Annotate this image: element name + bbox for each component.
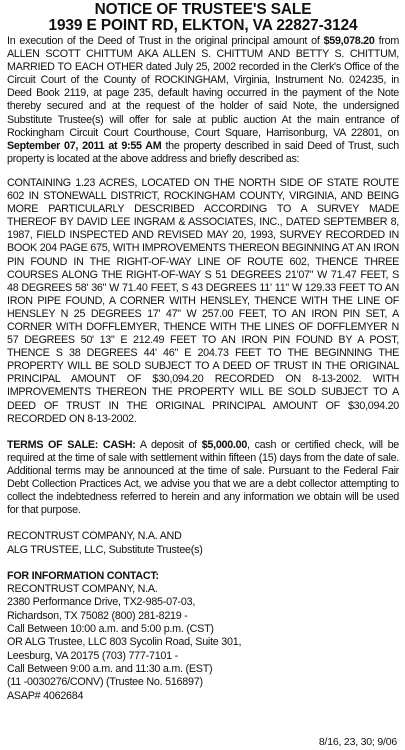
terms-paragraph [7, 439, 399, 518]
sale-date: September 07, 2011 at 9:55 AM [7, 139, 162, 152]
trustee-signature [7, 530, 399, 557]
notice-header [7, 2, 399, 34]
intro-text-1: In execution of the Deed of Trust in the original principal amount of [7, 35, 324, 47]
contact-line: RECONTRUST COMPANY, N.A. [7, 583, 158, 596]
signature-line-2: ALG TRUSTEE, LLC, Substitute Trustee(s) [7, 543, 203, 556]
contact-line: Call Between 10:00 a.m. and 5:00 p.m. (CST) [7, 623, 214, 636]
intro-paragraph [7, 35, 399, 166]
contact-line: (11 -0030276/CONV) (Trustee No. 516897) [7, 676, 203, 689]
terms-text-2: , cash or certified check, will be required at the time of sale with settlement within fifteen (15) days from the date of sale. Additional terms may be announced at the time of sale. Pursuant to the Federal Fair Debt Collection Practices Act, we advise you that we are a debt collector attempting to collect the indebtedness referred to herein and any information we obtain will be used for that purpose. [7, 438, 400, 517]
principal-amount: $59,078.20 [323, 35, 375, 47]
terms-label: TERMS OF SALE: CASH: [7, 438, 136, 451]
publication-dates: 8/16, 23, 30; 9/06 [318, 736, 397, 748]
intro-text-2: from ALLEN SCOTT CHITTUM AKA ALLEN S. CHITTUM AND BETTY S. CHITTUM, MARRIED TO EACH OTHER dated July 25, 2002 recorded in the Clerk's Office of the Circuit Court of the County of ROCKINGHAM, Virginia, Instrument No. 024235, in Deed Book 2119, at page 235, default having occurred in the payment of the Note thereby secured and at the request of the holder of said Note, the undersigned Substitute Trustee(s) will offer for sale at public auction At the main entrance of Rockingham Circuit Court Courthouse, Court Square, Harrisonburg, VA 22801, on [7, 35, 399, 139]
notice-title: NOTICE OF TRUSTEE'S SALE [94, 1, 312, 18]
contact-line: 2380 Performance Drive, TX2-985-07-03, [7, 596, 196, 609]
contact-block [7, 570, 399, 703]
contact-line: Call Between 9:00 a.m. and 11:30 a.m. (EST) [7, 662, 213, 675]
property-address: 1939 E POINT RD, ELKTON, VA 22827-3124 [48, 17, 358, 34]
intro-text-3: the property described in said Deed of Trust, such property is located at the above address and briefly described as: [7, 139, 399, 165]
contact-label: FOR INFORMATION CONTACT: [7, 569, 159, 582]
terms-text-1: A deposit of [135, 438, 202, 451]
contact-line: Richardson, TX 75082 (800) 281-8219 - [7, 609, 188, 622]
legal-notice [0, 2, 405, 750]
contact-line: OR ALG Trustee, LLC 803 Sycolin Road, Suite 301, [7, 636, 242, 649]
signature-line-1: RECONTRUST COMPANY, N.A. AND [7, 530, 182, 543]
contact-line: Leesburg, VA 20175 (703) 777-7101 - [7, 649, 178, 662]
property-description: CONTAINING 1.23 ACRES, LOCATED ON THE NORTH SIDE OF STATE ROUTE 602 IN STONEWALL DISTRICT, ROCKINGHAM COUNTY, VIRGINIA, AND BEING MORE PARTICULARLY DESCRIBED ACCORDING TO A SURVEY MADE THEREOF BY DAVID LEE INGRAM & ASSOCIATES, INC., DATED SEPTEMBER 8, 1987, FIELD INSPECTED AND REVISED MAY 20, 1993, SURVEY RECORDED IN BOOK 204 PAGE 675, WITH IMPROVEMENTS THEREON BEGINNING AT AN IRON PIN FOUND IN THE RIGHT-OF-WAY LINE OF ROUTE 602, THENCE THREE COURSES ALONG THE RIGHT-OF-WAY S 51 DEGREES 21'07" W 71.47 FEET, S 48 DEGREES 58' 36" W 71.40 FEET, S 43 DEGREES 11' 11" W 129.33 FEET TO AN IRON PIPE FOUND, A CORNER WITH HENSLEY, THENCE WITH THE LINE OF HENSLEY N 25 DEGREES 17' 47" W 257.00 FEET, TO AN IRON PIN SET, A CORNER WITH DOFFLEMYER, THENCE WITH THE LINES OF DOFFLEMYER N 57 DEGREES 50' 13" E 212.49 FEET TO AN IRON PIN FOUND BY A POST, THENCE S 38 DEGREES 44' 46" E 204.73 FEET TO THE BEGINNING THE PROPERTY WILL BE SOLD SUBJECT TO A DEED OF TRUST IN THE ORIGINAL PRINCIPAL AMOUNT OF $30,094.20 RECORDED ON 8-13-2002. WITH IMPROVEMENTS THEREON THE PROPERTY WILL BE SOLD SUBJECT TO A DEED OF TRUST IN THE ORIGINAL PRINCIPAL AMOUNT OF $30,094.20 RECORDED ON 8-13-2002. [7, 176, 399, 425]
contact-line: ASAP# 4062684 [7, 689, 84, 702]
deposit-amount: $5,000.00 [201, 438, 248, 451]
